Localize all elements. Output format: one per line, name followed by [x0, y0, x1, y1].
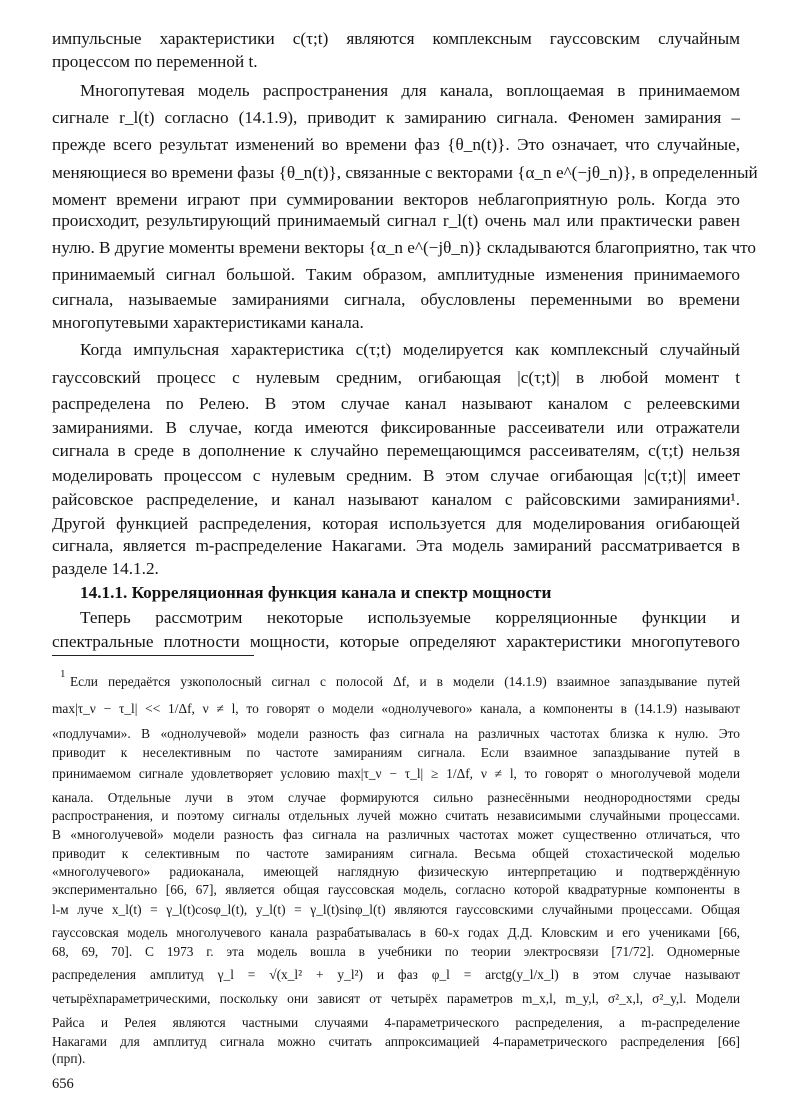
- body-text-line: нулю. В другие моменты времени векторы {α_n e^(−jθ_n)} складываются благоприятно, так что: [52, 238, 757, 257]
- footnote-line: Райса и Релея являются частными случаями 4-параметрического распределения, а m-распределение: [52, 1015, 740, 1030]
- body-text-line: процессом по переменной t.: [52, 52, 258, 71]
- footnote-marker: 1: [60, 668, 66, 680]
- footnote-line: распространения, и поэтому сигналы отдельных лучей можно считать независимыми случайными процессами.: [52, 808, 740, 823]
- body-text-line: Когда импульсная характеристика c(τ;t) моделируется как комплексный случайный: [80, 340, 740, 359]
- footnote-line: (прп).: [52, 1051, 86, 1066]
- footnote-line: l-м луче x_l(t) = γ_l(t)cosφ_l(t), y_l(t) = γ_l(t)sinφ_l(t) являются гауссовскими случайными процессами. Общая: [52, 902, 740, 917]
- body-text-line: сигнала в среде в дополнение к случайно перемещающимся рассеивателям, c(τ;t) нельзя: [52, 441, 740, 460]
- footnote-line: четырёхпараметрическими, поскольку они зависят от четырёх параметров m_x,l, m_y,l, σ²_x,l, σ²_y,l. Модели: [52, 991, 740, 1006]
- footnote-line: принимаемом сигнале удовлетворяет условию max|τ_ν − τ_l| ≥ 1/Δf, ν ≠ l, то говорят о многолучевой модели: [52, 766, 740, 781]
- footnote-line: В «многолучевой» модели разность фаз сигнала на различных частотах может существенно отличаться, что: [52, 827, 740, 842]
- body-text-line: распределена по Релею. В этом случае канал называют каналом с релеевскими: [52, 394, 740, 413]
- body-text-line: замираниями. В случае, когда имеются фиксированные рассеиватели или отражатели: [52, 418, 740, 437]
- body-text-line: разделе 14.1.2.: [52, 559, 159, 578]
- body-text-line: сигнала, называемые замираниями сигнала, обусловлены переменными во времени: [52, 290, 740, 309]
- body-text-line: меняющиеся во времени фазы {θ_n(t)}, связанные с векторами {α_n e^(−jθ_n)}, в определенный: [52, 163, 758, 182]
- body-text-line: происходит, результирующий принимаемый сигнал r_l(t) очень мал или практически равен: [52, 211, 740, 230]
- footnote-line: гауссовская модель многолучевого канала разрабатывалась в 60-х годах Д.Д. Кловским и его учениками [66,: [52, 925, 740, 940]
- footnote-line: экспериментально [66, 67], является общая гауссовская модель, согласно которой квадратурные компоненты в: [52, 882, 740, 897]
- body-text-line: спектральные плотности мощности, которые определяют характеристики многопутевого: [52, 632, 740, 651]
- footnote-line: распределения амплитуд γ_l = √(x_l² + y_l²) и фаз φ_l = arctg(y_l/x_l) в этом случае называют: [52, 967, 740, 982]
- footnote-line: приводит к селективным по частоте замираниям сигнала. Весьма общей стохастической моделью: [52, 846, 740, 861]
- section-heading: 14.1.1. Корреляционная функция канала и спектр мощности: [80, 583, 552, 602]
- body-text-line: сигнала, является m-распределение Накагами. Эта модель замираний рассматривается в: [52, 536, 740, 555]
- body-text-line: моделировать процессом с нулевым средним. В этом случае огибающая |c(τ;t)| имеет: [52, 466, 740, 485]
- footnote-line: канала. Отдельные лучи в этом случае формируются сильно разнесёнными неоднородностями среды: [52, 790, 740, 805]
- body-text-line: многопутевыми характеристиками канала.: [52, 313, 364, 332]
- body-text-line: гауссовский процесс с нулевым средним, огибающая |c(τ;t)| в любой момент t: [52, 368, 740, 387]
- footnote-line: max|τ_ν − τ_l| << 1/Δf, ν ≠ l, то говорят о модели «однолучевого» канала, а компоненты в (14.1.9) называют: [52, 701, 740, 716]
- body-text-line: райсовское распределение, и канал называют каналом с райсовскими замираниями¹.: [52, 490, 740, 509]
- body-text-line: импульсные характеристики c(τ;t) являются комплексным гауссовским случайным: [52, 29, 740, 48]
- footnote-line: «многолучевого» радиоканала, имеющей наглядную физическую интерпретацию и подтверждённую: [52, 864, 740, 879]
- body-text-line: прежде всего результат изменений во времени фаз {θ_n(t)}. Это означает, что случайные,: [52, 135, 740, 154]
- footnote-line: 68, 69, 70]. С 1973 г. эта модель вошла в учебники по теории электросвязи [71/72]. Одномерные: [52, 944, 740, 959]
- body-text-line: момент времени играют при суммировании векторов неблагоприятную роль. Когда это: [52, 190, 740, 209]
- footnote-line: Накагами для амплитуд сигнала можно считать аппроксимацией 4-параметрического распределения [66]: [52, 1034, 740, 1049]
- footnote-line: приводит к неселективным по частоте замираниям сигнала. Если взаимное запаздывание путей в: [52, 745, 740, 760]
- body-text-line: принимаемый сигнал большой. Таким образом, амплитудные изменения принимаемого: [52, 265, 740, 284]
- body-text-line: Теперь рассмотрим некоторые используемые корреляционные функции и: [80, 608, 740, 627]
- footnote-separator: [52, 655, 254, 656]
- body-text-line: сигнале r_l(t) согласно (14.1.9), приводит к замиранию сигнала. Феномен замирания –: [52, 108, 740, 127]
- body-text-line: Многопутевая модель распространения для канала, воплощаемая в принимаемом: [80, 81, 740, 100]
- body-text-line: Другой функцией распределения, которая используется для моделирования огибающей: [52, 514, 740, 533]
- page-number: 656: [52, 1076, 74, 1092]
- footnote-line: «подлучами». В «однолучевой» модели разность фаз сигнала на различных частотах близка к нулю. Это: [52, 726, 740, 741]
- footnote-line: Если передаётся узкополосный сигнал с полосой Δf, и в модели (14.1.9) взаимное запаздывание путей: [70, 674, 740, 689]
